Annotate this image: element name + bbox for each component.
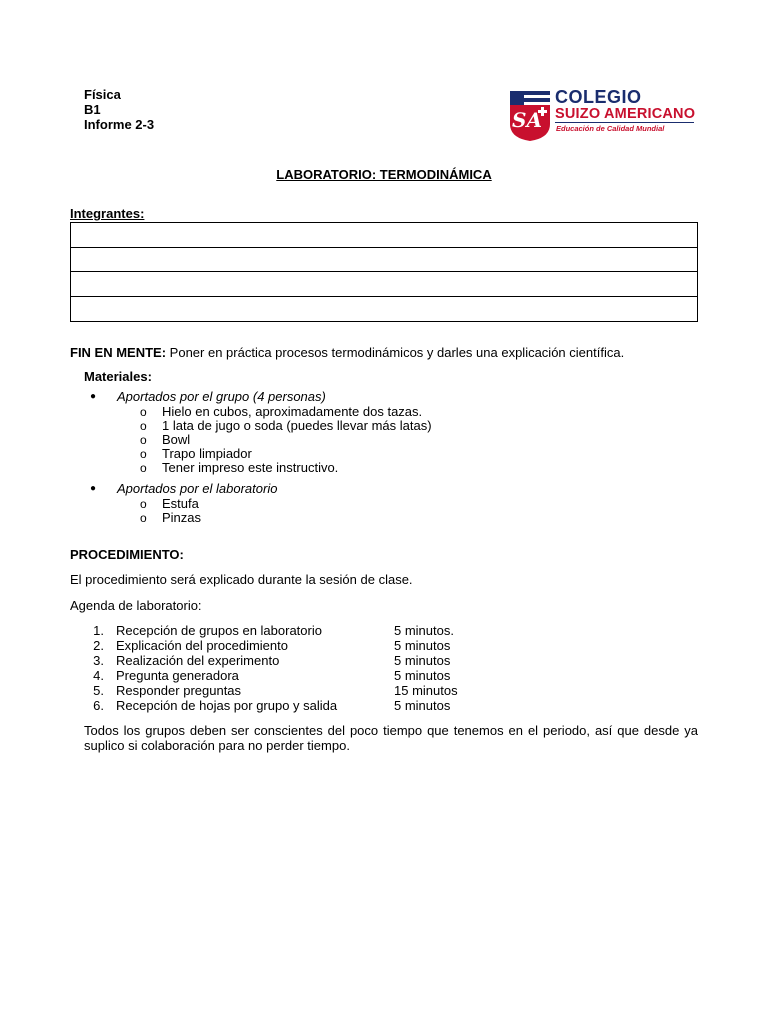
members-table — [70, 222, 698, 322]
sub-bullet-icon: o — [140, 405, 147, 419]
logo-tagline: Educación de Calidad Mundial — [556, 124, 665, 133]
report-label: Informe 2-3 — [84, 117, 155, 132]
member-row[interactable] — [71, 297, 697, 322]
level-label: B1 — [84, 102, 101, 117]
agenda-label: Agenda de laboratorio: — [70, 598, 202, 613]
material-item: Trapo limpiador — [162, 446, 252, 461]
member-row[interactable] — [71, 223, 697, 248]
agenda-number: 1. — [93, 623, 104, 638]
material-item: Estufa — [162, 496, 199, 511]
member-row[interactable] — [71, 272, 697, 297]
sub-bullet-icon: o — [140, 419, 147, 433]
sub-bullet-icon: o — [140, 461, 147, 475]
agenda-time: 5 minutos — [394, 668, 451, 683]
bullet-icon: ● — [89, 483, 97, 494]
agenda-task: Pregunta generadora — [116, 668, 239, 683]
agenda-number: 3. — [93, 653, 104, 668]
material-item: Pinzas — [162, 510, 202, 525]
sub-bullet-icon: o — [140, 497, 147, 511]
sub-bullet-icon: o — [140, 511, 147, 525]
agenda-task: Realización del experimento — [116, 653, 280, 668]
material-item: Bowl — [162, 432, 191, 447]
agenda-time: 15 minutos — [394, 683, 458, 698]
agenda-task: Explicación del procedimiento — [116, 638, 288, 653]
agenda-number: 4. — [93, 668, 104, 683]
material-item: 1 lata de jugo o soda (puedes llevar más latas) — [162, 418, 432, 433]
agenda-time: 5 minutos — [394, 638, 451, 653]
goal-text: Poner en práctica procesos termodinámicos y darles una explicación científica. — [166, 345, 625, 360]
material-group-title: Aportados por el laboratorio — [117, 481, 278, 496]
logo-monogram: SA — [512, 108, 542, 132]
agenda-number: 6. — [93, 698, 104, 713]
subject-label: Física — [84, 87, 121, 102]
agenda-time: 5 minutos — [394, 698, 451, 713]
material-item: Hielo en cubos, aproximadamente dos tazas. — [162, 404, 423, 419]
material-group-title: Aportados por el grupo (4 personas) — [117, 389, 326, 404]
bullet-icon: ● — [89, 391, 97, 402]
materials-label: Materiales: — [84, 369, 152, 384]
sub-bullet-icon: o — [140, 433, 147, 447]
agenda-task: Responder preguntas — [116, 683, 242, 698]
agenda-number: 5. — [93, 683, 104, 698]
agenda-time: 5 minutos. — [394, 623, 454, 638]
member-row[interactable] — [71, 248, 697, 273]
logo-line-2: SUIZO AMERICANO — [555, 106, 696, 122]
sub-bullet-icon: o — [140, 447, 147, 461]
procedure-label: PROCEDIMIENTO: — [70, 547, 184, 562]
procedure-intro: El procedimiento será explicado durante la sesión de clase. — [70, 572, 413, 587]
logo-line-1: COLEGIO — [555, 87, 642, 107]
goal-label: FIN EN MENTE: — [70, 345, 167, 360]
page-title: LABORATORIO: TERMODINÁMICA — [276, 167, 492, 182]
agenda-number: 2. — [93, 638, 104, 653]
goal-line — [70, 346, 624, 360]
closing-paragraph: Todos los grupos deben ser conscientes del poco tiempo que tenemos en el periodo, así que desde ya suplico si colaboración para no perder tiempo. — [84, 723, 698, 753]
agenda-time: 5 minutos — [394, 653, 451, 668]
logo-rule — [555, 122, 694, 123]
material-item: Tener impreso este instructivo. — [162, 460, 339, 475]
members-label: Integrantes: — [70, 206, 145, 221]
agenda-task: Recepción de hojas por grupo y salida — [116, 698, 338, 713]
agenda-task: Recepción de grupos en laboratorio — [116, 623, 322, 638]
